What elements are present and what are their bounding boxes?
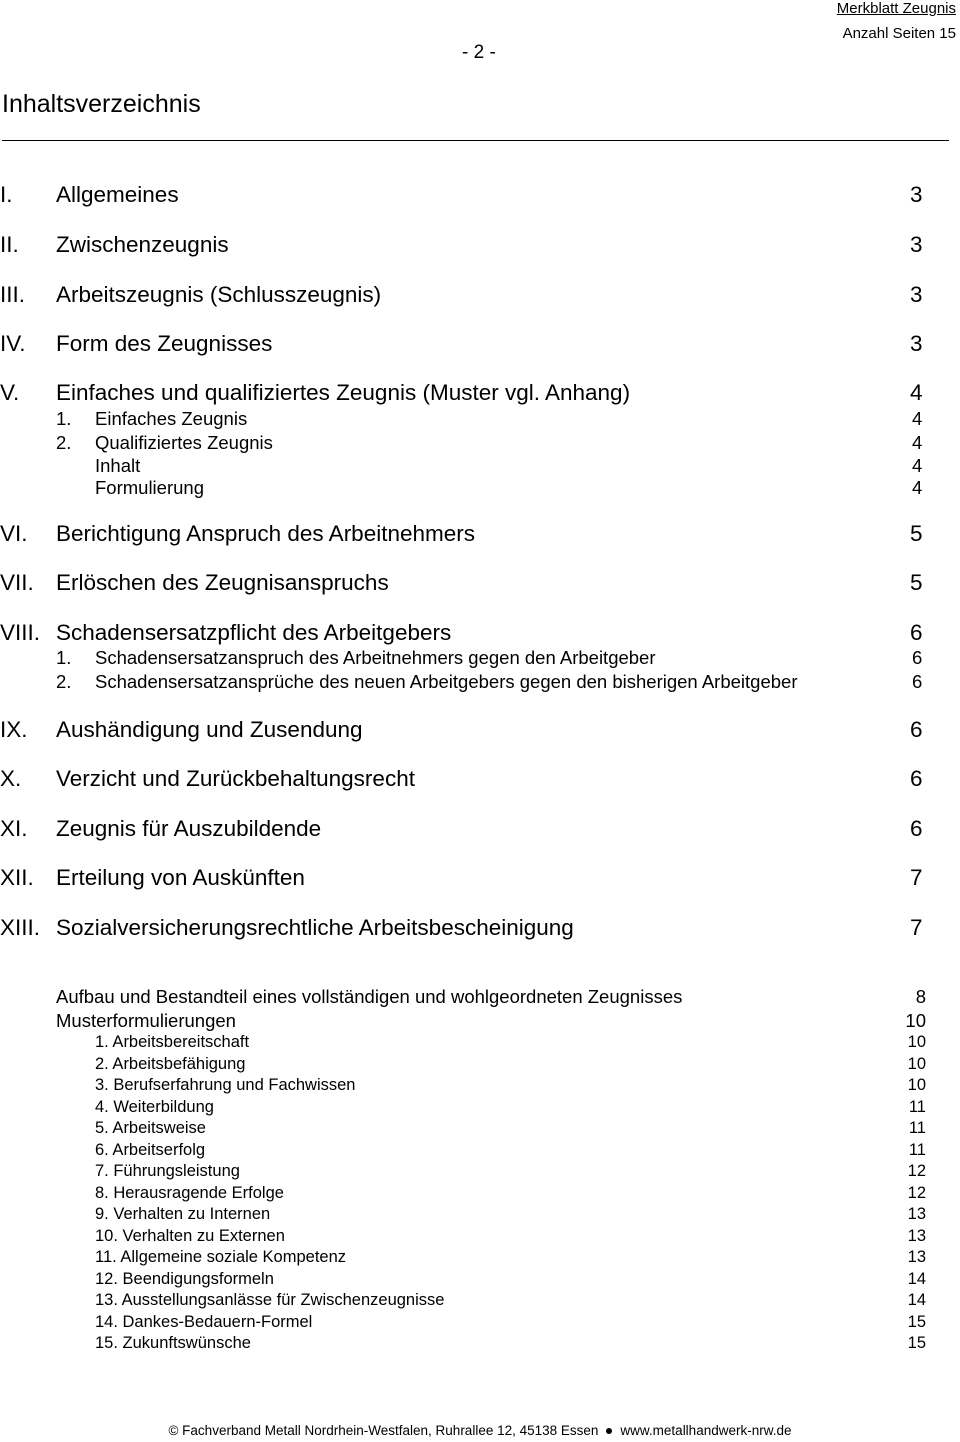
toc-entry-page: 5	[910, 570, 923, 595]
toc-entry[interactable]	[0, 1075, 960, 1096]
toc-entry-number: XIII.	[0, 915, 41, 940]
toc-entry-page: 3	[910, 282, 923, 307]
toc-entry[interactable]	[0, 431, 960, 455]
toc-entry[interactable]	[0, 985, 960, 1009]
toc-entry-label: 4. Weiterbildung	[95, 1098, 214, 1116]
footer-organization: © Fachverband Metall Nordrhein-Westfalen, Ruhrallee 12, 45138 Essen	[168, 1423, 599, 1438]
toc-entry[interactable]	[0, 180, 960, 210]
toc-entry-page: 4	[912, 408, 923, 429]
toc-entry-page: 13	[907, 1248, 926, 1266]
toc-entry-page: 4	[912, 432, 923, 453]
toc-entry-label: Zeugnis für Auszubildende	[56, 816, 322, 841]
toc-entry[interactable]	[0, 476, 960, 500]
toc-entry[interactable]	[0, 519, 960, 549]
toc-entry-page: 11	[908, 1141, 926, 1159]
toc-entry[interactable]	[0, 1312, 960, 1333]
toc-entry[interactable]	[0, 280, 960, 310]
toc-entry-number: X.	[0, 766, 22, 791]
toc-entry[interactable]	[0, 1140, 960, 1161]
toc-entry-page: 6	[910, 620, 923, 645]
toc-entry-page: 6	[912, 671, 923, 692]
toc-entry-label: Aufbau und Bestandteil eines vollständigen und wohlgeordneten Zeugnisses	[56, 986, 683, 1007]
toc-entry-number: 1.	[56, 408, 72, 429]
toc-entry-label: Berichtigung Anspruch des Arbeitnehmers	[56, 521, 475, 546]
toc-entry-number: 1.	[56, 647, 72, 668]
toc-entry-page: 13	[907, 1205, 926, 1223]
toc-entry[interactable]	[0, 454, 960, 478]
toc-entry-page: 6	[912, 647, 923, 668]
toc-entry[interactable]	[0, 1183, 960, 1204]
toc-entry-page: 6	[910, 717, 923, 742]
toc-entry-page: 14	[907, 1270, 926, 1288]
toc-entry[interactable]	[0, 407, 960, 431]
toc-entry[interactable]	[0, 764, 960, 794]
toc-entry-number: IV.	[0, 331, 26, 356]
toc-entry-page: 3	[910, 232, 923, 257]
toc-entry-page: 15	[907, 1313, 926, 1331]
toc-entry-label: 7. Führungsleistung	[95, 1162, 240, 1180]
page-title: Inhaltsverzeichnis	[2, 90, 201, 118]
toc-entry[interactable]	[0, 329, 960, 359]
toc-entry[interactable]	[0, 568, 960, 598]
toc-entry-label: Qualifiziertes Zeugnis	[95, 432, 273, 453]
toc-entry-page: 4	[912, 455, 923, 476]
toc-entry[interactable]	[0, 1269, 960, 1290]
toc-entry-page: 10	[907, 1055, 926, 1073]
toc-entry-label: Verzicht und Zurückbehaltungsrecht	[56, 766, 415, 791]
toc-entry-number: XI.	[0, 816, 28, 841]
toc-entry-page: 8	[915, 986, 926, 1007]
toc-entry-page: 5	[910, 521, 923, 546]
toc-entry-number: VI.	[0, 521, 28, 546]
page-number: - 2 -	[462, 42, 496, 63]
toc-entry-label: Aushändigung und Zusendung	[56, 717, 363, 742]
toc-entry-label: Sozialversicherungsrechtliche Arbeitsbescheinigung	[56, 915, 574, 940]
toc-entry-label: Arbeitszeugnis (Schlusszeugnis)	[56, 282, 382, 307]
toc-entry-page: 6	[910, 766, 923, 791]
toc-entry-page: 7	[910, 915, 923, 940]
toc-entry[interactable]	[0, 378, 960, 408]
toc-entry-page: 4	[912, 477, 923, 498]
toc-entry[interactable]	[0, 618, 960, 648]
toc-entry[interactable]	[0, 913, 960, 943]
toc-entry-label: 2. Arbeitsbefähigung	[95, 1055, 246, 1073]
toc-entry[interactable]	[0, 1247, 960, 1268]
toc-entry-page: 10	[905, 1010, 926, 1031]
toc-entry-label: 3. Berufserfahrung und Fachwissen	[95, 1076, 356, 1094]
toc-entry-page: 10	[907, 1033, 926, 1051]
merkblatt-zeugnis-link[interactable]: Merkblatt Zeugnis	[836, 0, 956, 17]
toc-entry-label: Schadensersatzpflicht des Arbeitgebers	[56, 620, 452, 645]
toc-entry[interactable]	[0, 230, 960, 260]
toc-entry-page: 3	[910, 182, 923, 207]
toc-entry-page: 12	[907, 1184, 926, 1202]
toc-entry-label: Einfaches Zeugnis	[95, 408, 248, 429]
toc-entry-page: 11	[908, 1119, 926, 1137]
toc-entry[interactable]	[0, 715, 960, 745]
toc-entry[interactable]	[0, 646, 960, 670]
toc-entry-label: Schadensersatzanspruch des Arbeitnehmers gegen den Arbeitgeber	[95, 647, 656, 668]
toc-entry-label: 5. Arbeitsweise	[95, 1119, 206, 1137]
toc-entry-page: 7	[910, 865, 923, 890]
toc-entry-label: Erlöschen des Zeugnisanspruchs	[56, 570, 389, 595]
toc-entry[interactable]	[0, 1204, 960, 1225]
toc-entry-label: Erteilung von Auskünften	[56, 865, 305, 890]
toc-entry[interactable]	[0, 1097, 960, 1118]
toc-entry-label: 8. Herausragende Erfolge	[95, 1184, 284, 1202]
toc-entry-label: 9. Verhalten zu Internen	[95, 1205, 271, 1223]
footer-website-link[interactable]: www.metallhandwerk-nrw.de	[620, 1423, 792, 1438]
toc-entry-label: Einfaches und qualifiziertes Zeugnis (Muster vgl. Anhang)	[56, 380, 631, 405]
toc-entry-label: 6. Arbeitserfolg	[95, 1141, 206, 1159]
toc-entry-number: II.	[0, 232, 19, 257]
toc-entry[interactable]	[0, 1054, 960, 1075]
toc-entry-label: 15. Zukunftswünsche	[95, 1334, 251, 1352]
toc-entry-number: VIII.	[0, 620, 41, 645]
toc-entry-label: 1. Arbeitsbereitschaft	[95, 1033, 250, 1051]
toc-entry-number: V.	[0, 380, 20, 405]
toc-entry-page: 14	[907, 1291, 926, 1309]
toc-entry-page: 15	[907, 1334, 926, 1352]
toc-entry[interactable]	[0, 863, 960, 893]
toc-entry-page: 10	[907, 1076, 926, 1094]
toc-entry-number: VII.	[0, 570, 34, 595]
toc-entry[interactable]	[0, 1032, 960, 1053]
toc-entry[interactable]	[0, 1009, 960, 1033]
toc-entry-label: Zwischenzeugnis	[56, 232, 229, 257]
footer	[0, 1423, 960, 1438]
toc-entry-page: 3	[910, 331, 923, 356]
toc-entry-label: Formulierung	[95, 477, 204, 498]
toc-entry-label: 11. Allgemeine soziale Kompetenz	[95, 1248, 347, 1266]
toc-entry-label: 12. Beendigungsformeln	[95, 1270, 274, 1288]
toc-entry-label: Form des Zeugnisses	[56, 331, 273, 356]
toc-entry-page: 11	[908, 1098, 926, 1116]
toc-entry-number: XII.	[0, 865, 34, 890]
toc-entry-label: Inhalt	[95, 455, 141, 476]
toc-entry[interactable]	[0, 814, 960, 844]
toc-entry[interactable]	[0, 1118, 960, 1139]
toc-entry[interactable]	[0, 1290, 960, 1311]
toc-entry[interactable]	[0, 1161, 960, 1182]
toc-entry-label: Musterformulierungen	[56, 1010, 236, 1031]
toc-entry-label: 14. Dankes-Bedauern-Formel	[95, 1313, 313, 1331]
toc-entry-number: III.	[0, 282, 26, 307]
toc-entry-page: 13	[907, 1227, 926, 1245]
toc-entry-label: Schadensersatzansprüche des neuen Arbeitgebers gegen den bisherigen Arbeitgeber	[95, 671, 798, 692]
toc-entry-page: 12	[907, 1162, 926, 1180]
toc-entry-number: 2.	[56, 671, 72, 692]
toc-entry-label: Allgemeines	[56, 182, 179, 207]
page-count: Anzahl Seiten 15	[842, 25, 956, 42]
toc-entry-number: IX.	[0, 717, 28, 742]
bullet-icon	[606, 1428, 612, 1434]
toc-entry[interactable]	[0, 670, 960, 694]
toc-entry-page: 6	[910, 816, 923, 841]
toc-entry-label: 13. Ausstellungsanlässe für Zwischenzeugnisse	[95, 1291, 445, 1309]
toc-entry[interactable]	[0, 1226, 960, 1247]
toc-entry[interactable]	[0, 1333, 960, 1354]
title-divider	[2, 140, 949, 141]
toc-entry-page: 4	[910, 380, 923, 405]
toc-entry-number: I.	[0, 182, 13, 207]
toc-entry-number: 2.	[56, 432, 72, 453]
toc-entry-label: 10. Verhalten zu Externen	[95, 1227, 285, 1245]
